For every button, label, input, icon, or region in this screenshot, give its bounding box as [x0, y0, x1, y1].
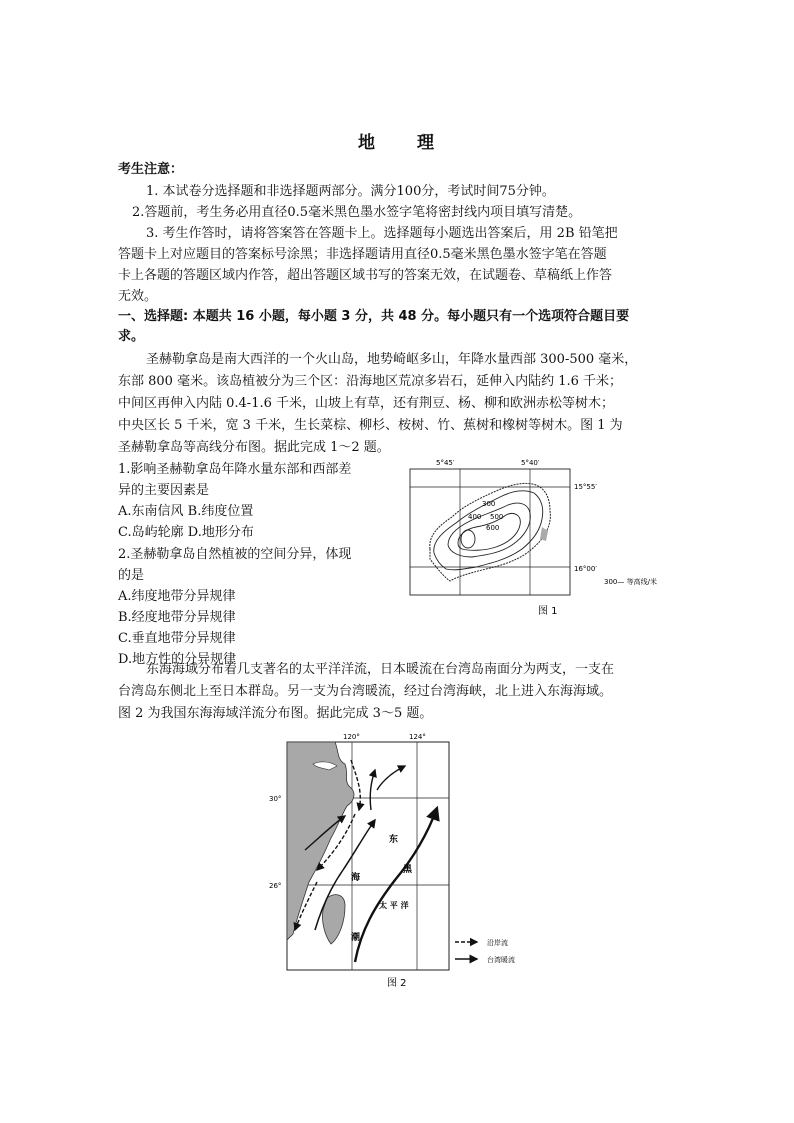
question-2-stem-line-1: 2.圣赫勒拿岛自然植被的空间分异，体现: [118, 547, 352, 562]
notice-heading: 考生注意：: [118, 162, 184, 177]
figure-1-contour-map: [400, 455, 690, 620]
question-1-options-ab: A.东南信风 B.纬度位置: [118, 504, 254, 519]
figure-2-label-hei: 黑: [403, 865, 413, 875]
passage-2-line-3: 图 2 为我国东海海域洋流分布图。据此完成 3～5 题。: [118, 706, 433, 721]
passage-1-line-4: 中央区长 5 千米，宽 3 千米，生长菜棕、柳杉、桉树、竹、蕉树和橡树等树木。图 1 为: [118, 418, 623, 433]
passage-2-line-1: 东海海域分布着几支著名的太平洋洋流，日本暖流在台湾岛南面分为两支，一支在: [146, 662, 615, 677]
figure-2-label-hai: 海: [351, 873, 361, 883]
figure-1-caption: 图 1: [538, 606, 558, 617]
question-1-stem-line-2: 异的主要因素是: [118, 483, 210, 498]
page-title: [0, 128, 794, 153]
figure-1-legend: 300— 等高线/米: [604, 578, 657, 586]
passage-1-line-3: 中间区再伸入内陆 0.4-1.6 千米，山坡上有草，还有荆豆、杨、柳和欧洲赤松等树木；: [118, 396, 615, 411]
title-char-1: 地: [358, 133, 377, 153]
figure-1-contour-label-400: 400: [468, 513, 482, 521]
section-1-heading-line-1: 一、选择题: 本题共 16 小题，每小题 3 分，共 48 分。每小题只有一个选项符合题目要: [118, 309, 630, 324]
passage-1-line-1: 圣赫勒拿岛是南大西洋的一个火山岛，地势崎岖多山，年降水量西部 300-500 毫米，: [146, 352, 638, 367]
question-2-option-b: B.经度地带分异规律: [118, 610, 236, 625]
notice-item-3-line-2: 答题卡上对应题目的答案标号涂黑；非选择题请用直径0.5毫米黑色墨水签字笔在答题: [118, 247, 607, 262]
passage-1-line-5: 圣赫勒拿岛等高线分布图。据此完成 1～2 题。: [118, 440, 390, 455]
figure-2-lat-label-1: 30°: [269, 795, 282, 803]
figure-2-lat-label-2: 26°: [269, 882, 282, 890]
figure-2-ocean-currents-map: [265, 730, 565, 994]
passage-1-line-2: 东部 800 毫米。该岛植被分为三个区：沿海地区荒凉多岩石，延伸入内陆约 1.6 千米；: [118, 374, 623, 389]
question-2-stem-line-2: 的是: [118, 568, 145, 583]
notice-item-3-line-1: 3. 考生作答时，请将答案答在答题卡上。选择题每小题选出答案后，用 2B 铅笔把: [146, 226, 618, 241]
figure-1-shaded-patch: [540, 527, 548, 541]
figure-1-contour-label-300: 300: [482, 500, 496, 508]
notice-item-3-line-4: 无效。: [118, 289, 158, 304]
figure-1-lat-label-2: 16°00′: [574, 565, 597, 573]
notice-item-3-line-3: 卡上各题的答题区域内作答，超出答题区域书写的答案无效，在试题卷、草稿纸上作答: [118, 268, 613, 283]
figure-2-legend-coastal: 沿岸流: [487, 939, 508, 947]
figure-1-island-coastline: [430, 483, 551, 581]
figure-2-caption: 图 2: [387, 978, 407, 989]
question-2-option-d: D.地方性的分异规律: [118, 652, 237, 667]
notice-item-1: 1. 本试卷分选择题和非选择题两部分。满分100分，考试时间75分钟。: [146, 184, 555, 199]
question-1-stem-line-1: 1.影响圣赫勒拿岛年降水量东部和西部差: [118, 462, 352, 477]
figure-2-lon-label-2: 124°: [409, 733, 426, 741]
figure-2-lon-label-1: 120°: [343, 733, 360, 741]
figure-2-label-chao: 潮: [351, 933, 361, 943]
figure-2-label-pacific: 太 平 洋: [379, 900, 409, 910]
figure-1-contour-label-600: 600: [486, 524, 500, 532]
question-1-options-cd: C.岛屿轮廓 D.地形分布: [118, 525, 254, 540]
figure-1-lon-label-2: 5°40′: [521, 459, 540, 467]
figure-2-label-dong: 东: [389, 835, 399, 845]
notice-item-2: 2.答题前，考生务必用直径0.5毫米黑色墨水签字笔将密封线内项目填写清楚。: [132, 205, 582, 220]
figure-1-lon-label-1: 5°45′: [436, 459, 455, 467]
question-2-option-c: C.垂直地带分异规律: [118, 631, 236, 646]
title-char-2: 理: [417, 133, 436, 153]
passage-2-line-2: 台湾岛东侧北上至日本群岛。另一支为台湾暖流，经过台湾海峡，北上进入东海海域。: [118, 684, 613, 699]
figure-1-contour-600: [461, 530, 475, 548]
figure-1-lat-label-1: 15°55′: [574, 483, 597, 491]
question-2-option-a: A.纬度地带分异规律: [118, 589, 236, 604]
figure-2-legend-taiwan: 台湾暖流: [487, 956, 515, 964]
section-1-heading-line-2: 求。: [118, 329, 145, 344]
figure-1-contour-label-500: 500: [490, 513, 504, 521]
